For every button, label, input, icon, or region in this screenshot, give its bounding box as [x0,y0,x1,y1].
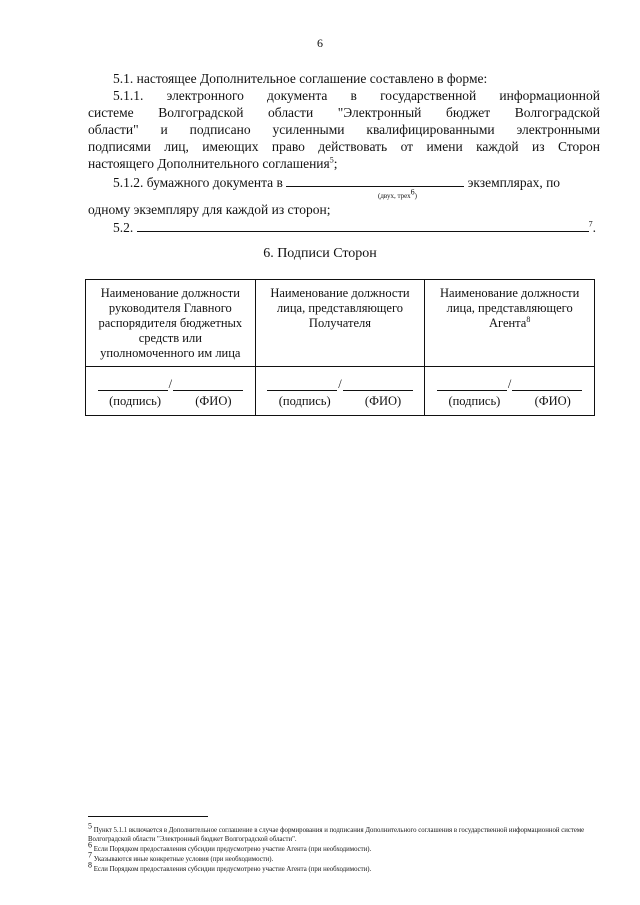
signature-label: (подпись) [448,394,501,408]
footnote-5: $^5$ Пункт 5.1.1 включается в Дополнительное соглашение в случае формирования и подписания Дополнительного соглашения в государственной информационной системе Волгоградской области "Электронный бюджет Волгоградской области". [88,821,585,843]
signature-block-agent: / (подпись) (ФИО) [425,367,595,416]
signature-block-main-administrator: / (подпись) (ФИО) [86,367,256,416]
clause-5-1-1-line2: системе Волгоградской области "Электронный бюджет Волгоградской [88,105,600,120]
signatures-table [85,279,595,416]
name-blank [343,376,413,391]
signature-blank [267,376,337,391]
signatory-title-main-administrator: Наименование должности руководителя Главного распорядителя бюджетных средств или уполномоченного им лица [86,280,256,367]
clause-5-1-1-line1: 5.1.1. электронного документа в государственной информационной [113,88,600,103]
footnote-ref-5: 5 [329,155,334,165]
clause-5-1-1-line4: подписями лиц, имеющих право действовать от имени каждой из Сторон [88,139,600,154]
signature-blank [98,376,168,391]
clause-5-2: 5.2. $^7$. [113,219,596,235]
clause-5-1-2-line2: одному экземпляру для каждой из сторон; [88,202,331,217]
name-blank [512,376,582,391]
name-label: (ФИО) [364,394,402,408]
signature-blank [437,376,507,391]
clause-5-1-1-line3: области" и подписано усиленными квалифицированными электронными [88,122,600,137]
signatory-title-agent: Наименование должности лица, представляющего Агента$^8$ [425,280,595,367]
copies-count-caption: (двух, трех$^6$) [378,187,417,200]
signature-label: (подпись) [109,394,162,408]
footnote-separator [88,816,208,817]
footnote-ref-8: 8 [526,314,531,324]
copies-count-blank [286,186,464,187]
clause-5-1: 5.1. настоящее Дополнительное соглашение составлено в форме: [113,71,488,86]
signatures-header-row [86,280,595,367]
name-label: (ФИО) [195,394,232,408]
other-conditions-blank [137,231,589,232]
clause-5-1-1-line5: настоящего Дополнительного соглашения$^5$; [88,155,338,171]
name-blank [173,376,243,391]
clause-5-1-2-line1: 5.1.2. бумажного документа в экземплярах, по [113,175,561,190]
signature-label: (подпись) [278,394,331,408]
signature-block-recipient: / (подпись) (ФИО) [255,367,425,416]
name-label: (ФИО) [534,394,571,408]
footnote-8: $^8$ Если Порядком предоставления субсидии предусмотрено участие Агента (при необходимости). [88,860,372,873]
signatures-sign-row [86,367,595,416]
footnote-ref-7: 7 [588,219,593,229]
section-title: 6. Подписи Сторон [263,246,377,261]
footnote-6: $^6$ Если Порядком предоставления субсидии предусмотрено участие Агента (при необходимости). [88,840,372,853]
page-number: 6 [317,36,323,50]
signatory-title-recipient: Наименование должности лица, представляющего Получателя [255,280,425,367]
footnote-7: $^7$ Указываются иные конкретные условия (при необходимости). [88,850,274,863]
